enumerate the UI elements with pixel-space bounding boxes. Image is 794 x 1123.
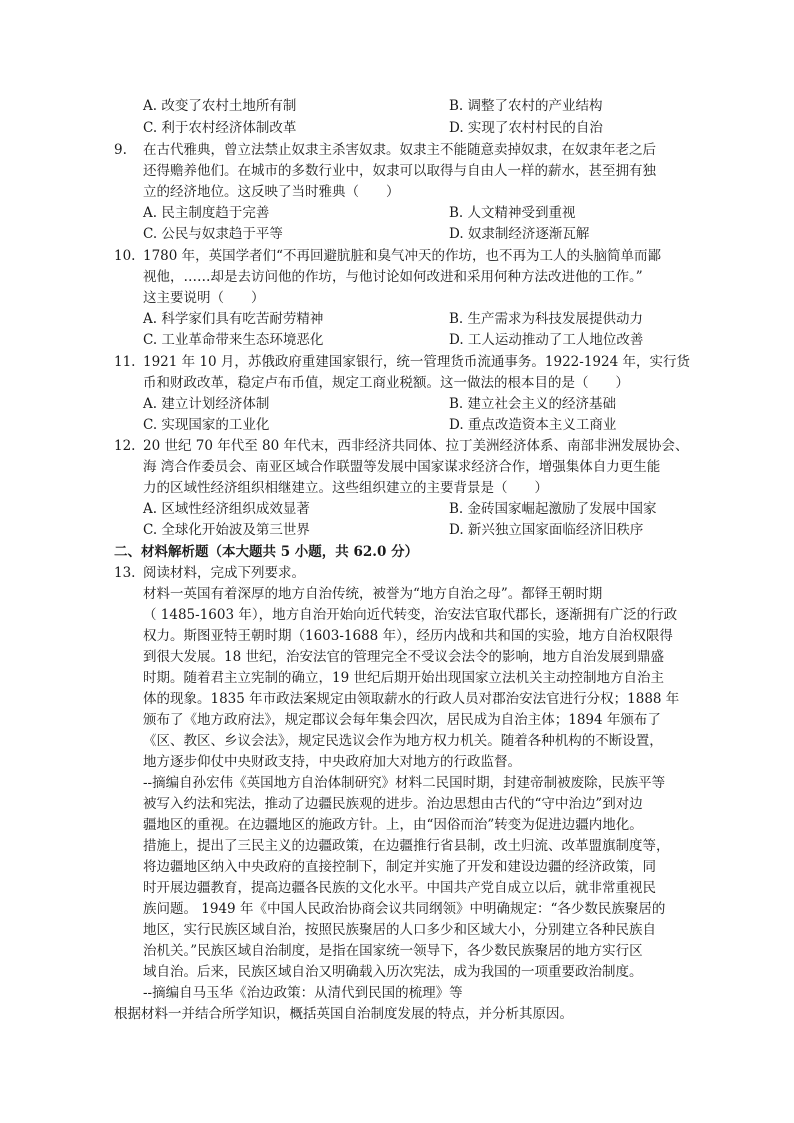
q10-option-d: D. 工人运动推动了工人地位改善 (449, 332, 644, 348)
q10-option-a: A. 科学家们具有吃苦耐劳精神 (143, 311, 324, 327)
q12-number: 12. (114, 438, 136, 454)
q11-option-c: C. 实现国家的工业化 (143, 417, 270, 433)
q8-option-c: C. 利于农村经济体制改革 (143, 120, 297, 136)
q9-text-line: 在古代雅典，曾立法禁止奴隶主杀害奴隶。奴隶主不能随意卖掉奴隶，在奴隶年老之后 (143, 142, 656, 158)
material-line: --摘编自孙宏伟《英国地方自治体制研究》材料二民国时期，封建帝制被废除，民族平等 (143, 775, 666, 791)
material-line: 疆地区的重视。在边疆地区的施政方针。上，由“因俗而治”转变为促进边疆内地化。 (143, 817, 643, 833)
q11-option-d: D. 重点改造资本主义工商业 (449, 417, 617, 433)
section-heading: 二、材料解析题（本大题共 5 小题，共 62.0 分） (114, 544, 419, 560)
q11-text-line: 1921 年 10 月，苏俄政府重建国家银行，统一管理货币流通事务。1922-1924 年，实行货 (143, 354, 690, 370)
q11-text-line: 币和财政改革，稳定卢布币值，规定工商业税额。这一做法的根本目的是（ ） (143, 375, 629, 391)
q10-option-c: C. 工业革命带来生态环境恶化 (143, 332, 324, 348)
q11-option-b: B. 建立社会主义的经济基础 (449, 396, 617, 412)
material-line: 时开展边疆教育，提高边疆各民族的文化水平。中国共产党自成立以后，就非常重视民 (143, 880, 656, 896)
q13-intro: 阅读材料，完成下列要求。 (143, 565, 305, 581)
q12-text-line: 海 湾合作委员会、南亚区域合作联盟等发展中国家谋求经济合作，增强集体自力更生能 (143, 459, 661, 475)
material-line: 治机关。”民族区域自治制度，是指在国家统一领导下，各少数民族聚居的地方实行区 (143, 943, 643, 959)
q10-text-line: 这主要说明（ ） (143, 290, 265, 306)
material-line: 材料一英国有着深厚的地方自治传统，被誉为“地方自治之母”。都铎王朝时期 (143, 586, 603, 602)
material-line: 将边疆地区纳入中央政府的直接控制下，制定并实施了开发和建设边疆的经济政策，同 (143, 859, 656, 875)
q9-text-line: 还得赡养他们。在城市的多数行业中，奴隶可以取得与自由人一样的薪水，甚至拥有独 (143, 163, 656, 179)
material-line: 颁布了《地方政府法》，规定郡议会每年集会四次，居民成为自治主体；1894 年颁布了 (143, 712, 661, 728)
q10-number: 10. (114, 248, 136, 264)
q8-option-d: D. 实现了农村村民的自治 (449, 120, 603, 136)
q9-option-a: A. 民主制度趋于完善 (143, 205, 270, 221)
q8-option-a: A. 改变了农村土地所有制 (143, 98, 297, 114)
material-line: 时期。随着君主立宪制的确立，19 世纪后期开始出现国家立法机关主动控制地方自治主 (143, 670, 664, 686)
q12-option-b: B. 金砖国家崛起激励了发展中国家 (449, 501, 657, 517)
material-line: （ 1485-1603 年），地方自治开始向近代转变，治安法官取代郡长，逐渐拥有广泛的行政 (143, 607, 678, 623)
q13-question: 根据材料一并结合所学知识，概括英国自治制度发展的特点，并分析其原因。 (114, 1006, 573, 1022)
q10-text-line: 1780 年，英国学者们“不再回避肮脏和臭气冲天的作坊，也不再为工人的头脑简单而鄙 (143, 248, 662, 264)
q12-option-d: D. 新兴独立国家面临经济旧秩序 (449, 522, 644, 538)
material-line: 《区、教区、乡议会法》，规定民选议会作为地方权力机关。随着各种机构的不断设置， (143, 733, 663, 749)
q13-number: 13. (114, 565, 136, 581)
material-line: 被写入约法和宪法，推动了边疆民族观的进步。治边思想由古代的“守中治边”到对边 (143, 796, 643, 812)
material-line: 地方逐步仰仗中央财政支持，中央政府加大对地方的行政监督。 (143, 754, 521, 770)
q11-option-a: A. 建立计划经济体制 (143, 396, 270, 412)
material-line: 族问题。 1949 年《中国人民政治协商会议共同纲领》中明确规定：“各少数民族聚居的 (143, 901, 666, 917)
q9-text-line: 立的经济地位。这反映了当时雅典（ ） (143, 184, 400, 200)
q9-option-d: D. 奴隶制经济逐渐瓦解 (449, 226, 590, 242)
q11-number: 11. (114, 354, 136, 370)
material-line: 到很大发展。18 世纪，治安法官的管理完全不受议会法令的影响，地方自治发展到鼎盛 (143, 649, 664, 665)
q12-option-c: C. 全球化开始波及第三世界 (143, 522, 310, 538)
q10-option-b: B. 生产需求为科技发展提供动力 (449, 311, 644, 327)
material-line: 域自治。后来，民族区域自治又明确载入历次宪法，成为我国的一项重要政治制度。 (143, 964, 643, 980)
q12-option-a: A. 区域性经济组织成效显著 (143, 501, 310, 517)
q12-text-line: 20 世纪 70 年代至 80 年代末，西非经济共同体、拉丁美洲经济体系、南部非洲发展协会、 (143, 438, 689, 454)
q10-text-line: 视他，……却是去访问他的作坊，与他讨论如何改进和采用何种方法改进他的工作。” (143, 269, 643, 285)
q9-option-c: C. 公民与奴隶趋于平等 (143, 226, 283, 242)
q8-option-b: B. 调整了农村的产业结构 (449, 98, 603, 114)
q9-number: 9. (114, 142, 127, 158)
material-line: 体的现象。1835 年市政法案规定由领取薪水的行政人员对郡治安法官进行分权；1888 年 (143, 691, 680, 707)
q9-option-b: B. 人文精神受到重视 (449, 205, 576, 221)
material-line: 地区，实行民族区域自治，按照民族聚居的人口多少和区域大小，分别建立各种民族自 (143, 922, 656, 938)
material-line: 措施上，提出了三民主义的边疆政策，在边疆推行省县制，改土归流、改革盟旗制度等， (143, 838, 670, 854)
material-line: 权力。斯图亚特王朝时期（1603-1688 年），经历内战和共和国的实验，地方自治权限得 (143, 628, 673, 644)
material-source: --摘编自马玉华《治边政策：从清代到民国的梳理》等 (143, 985, 463, 1001)
q12-text-line: 力的区域性经济组织相继建立。这些组织建立的主要背景是（ ） (143, 480, 548, 496)
